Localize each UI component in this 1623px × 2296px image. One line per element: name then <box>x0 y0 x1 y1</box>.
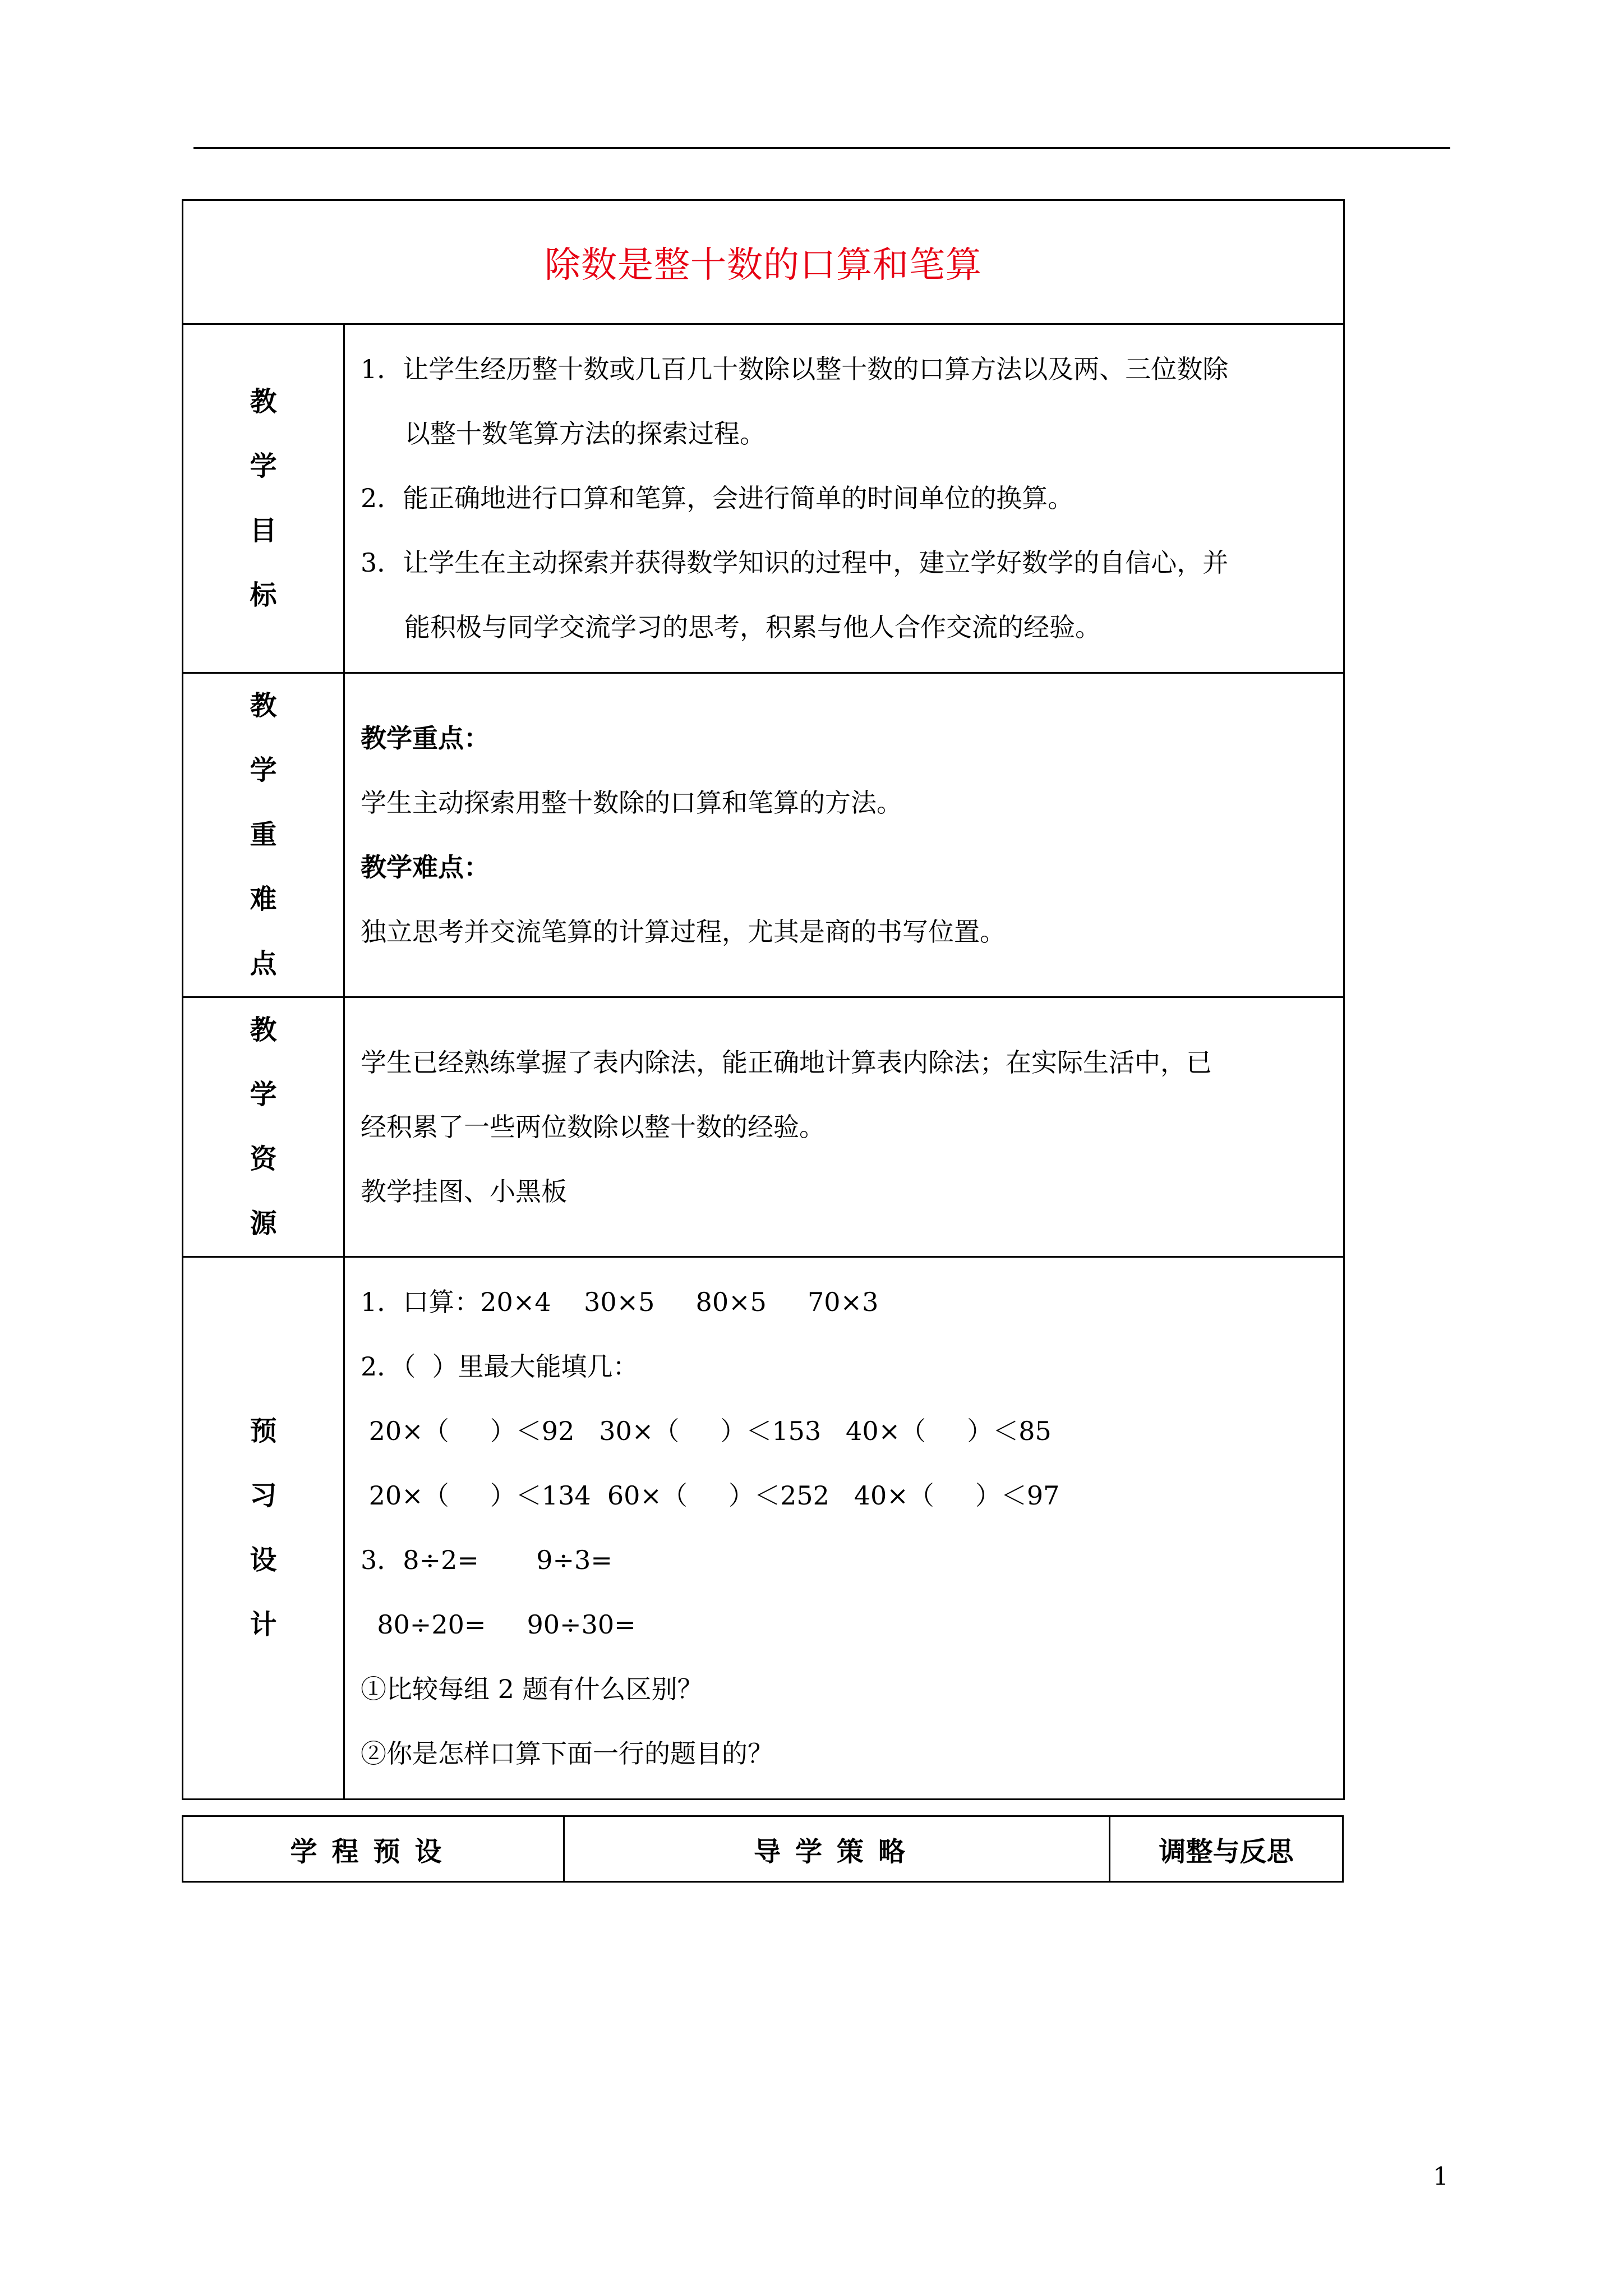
resources-content <box>344 997 1344 1257</box>
title-row <box>183 200 1344 324</box>
header-rule <box>193 147 1450 149</box>
goal-item-2: 2．能正确地进行口算和笔算，会进行简单的时间单位的换算。 <box>361 483 1074 513</box>
key-point-heading: 教学重点： <box>361 723 490 753</box>
title-cell <box>183 200 1344 324</box>
difficulty-text: 独立思考并交流笔算的计算过程，尤其是商的书写位置。 <box>361 916 1006 947</box>
key-points-content <box>344 673 1344 997</box>
preview-line-6: 80÷20= 90÷30= <box>361 1609 636 1640</box>
key-points-row <box>183 673 1344 997</box>
lesson-plan-table <box>182 199 1345 1800</box>
preview-line-2: 2．（ ）里最大能填几： <box>361 1351 639 1382</box>
preview-line-4: 20×（ ）＜134 60×（ ）＜252 40×（ ）＜97 <box>361 1480 1060 1511</box>
preview-content <box>344 1257 1344 1800</box>
process-col-3: 调整与反思 <box>1110 1816 1343 1882</box>
page-title: 除数是整十数的口算和笔算 <box>545 245 982 286</box>
resources-line-3: 教学挂图、小黑板 <box>361 1176 567 1207</box>
goal-item-3-cont: 能积极与同学交流学习的思考，积累与他人合作交流的经验。 <box>404 612 1101 642</box>
key-points-label: 教 学 重 难 点 <box>183 673 344 997</box>
goals-row <box>183 324 1344 673</box>
preview-line-1: 1．口算：20×4 30×5 80×5 70×3 <box>361 1287 879 1317</box>
resources-line-1: 学生已经熟练掌握了表内除法，能正确地计算表内除法；在实际生活中，已 <box>361 1047 1212 1078</box>
difficulty-heading: 教学难点： <box>361 852 490 882</box>
process-table <box>182 1815 1344 1883</box>
goal-item-1: 1．让学生经历整十数或几百几十数除以整十数的口算方法以及两、三位数除 <box>361 354 1229 384</box>
resources-line-2: 经积累了一些两位数除以整十数的经验。 <box>361 1111 825 1142</box>
page-number: 1 <box>1433 2162 1449 2191</box>
goal-item-1-cont: 以整十数笔算方法的探索过程。 <box>404 418 766 449</box>
preview-line-7: ①比较每组 2 题有什么区别？ <box>361 1674 703 1704</box>
key-point-text: 学生主动探索用整十数除的口算和笔算的方法。 <box>361 787 902 818</box>
process-header-row <box>183 1816 1343 1882</box>
preview-label: 预 习 设 计 <box>183 1257 344 1800</box>
preview-row <box>183 1257 1344 1800</box>
preview-line-5: 3．8÷2= 9÷3= <box>361 1545 612 1575</box>
preview-line-3: 20×（ ）＜92 30×（ ）＜153 40×（ ）＜85 <box>361 1416 1052 1446</box>
goals-content <box>344 324 1344 673</box>
goals-label: 教 学 目 标 <box>183 324 344 673</box>
process-col-1: 学程预设 <box>183 1816 564 1882</box>
resources-row <box>183 997 1344 1257</box>
resources-label: 教 学 资 源 <box>183 997 344 1257</box>
process-col-2: 导学策略 <box>564 1816 1110 1882</box>
preview-line-8: ②你是怎样口算下面一行的题目的？ <box>361 1738 773 1769</box>
goal-item-3: 3．让学生在主动探索并获得数学知识的过程中，建立学好数学的自信心，并 <box>361 547 1229 578</box>
